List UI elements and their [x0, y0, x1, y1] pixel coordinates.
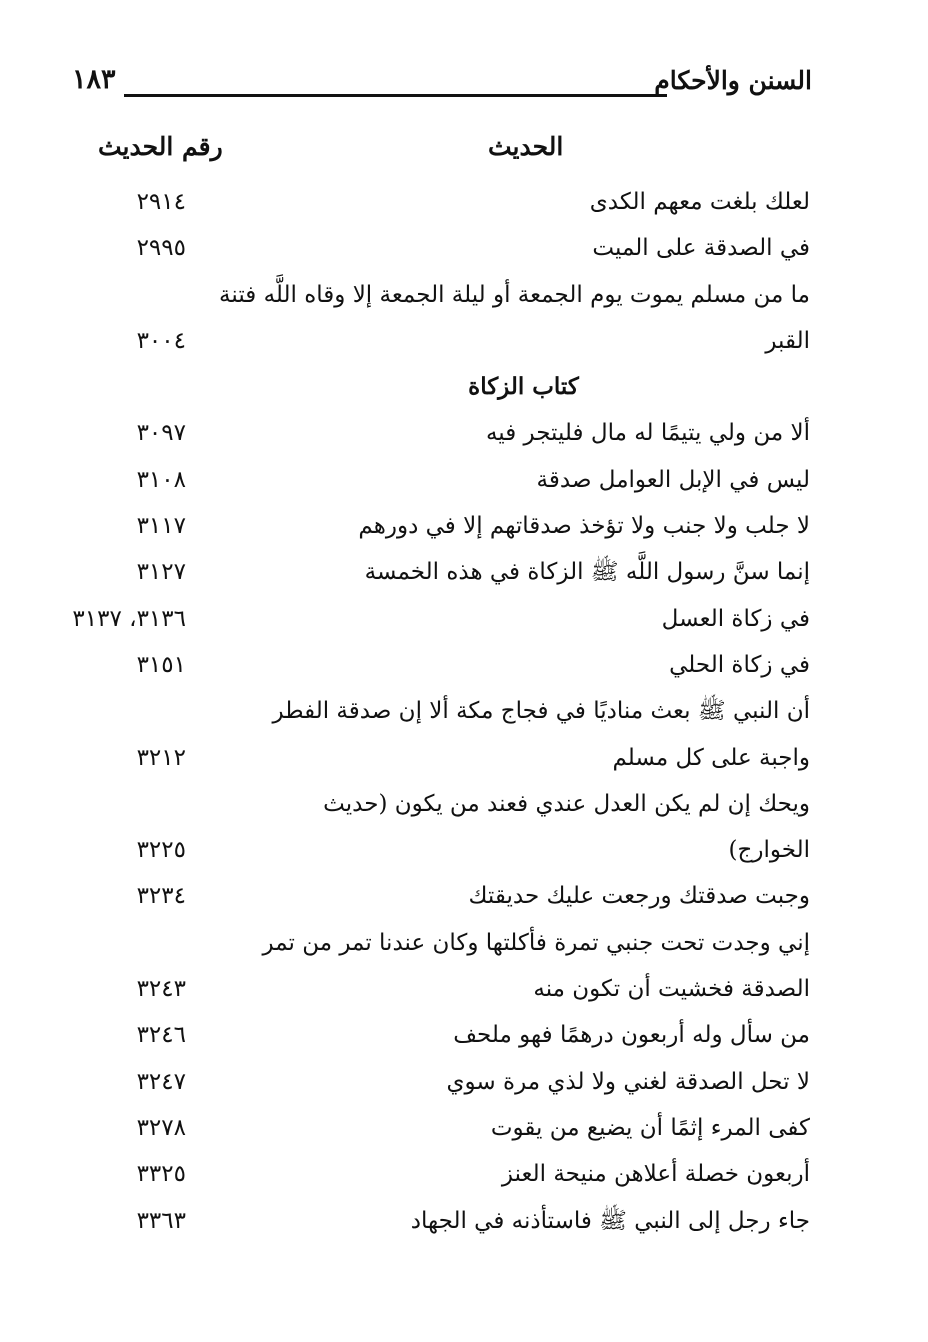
hadith-text: ألا من ولي يتيمًا له مال فليتجر فيه — [485, 420, 810, 447]
hadith-number: ٣٠٩٧ — [136, 420, 186, 447]
hadith-number: ٣٢٤٣ — [136, 976, 186, 1003]
index-row — [0, 180, 928, 226]
hadith-number: ٣٣٢٥ — [136, 1161, 186, 1188]
hadith-text: واجبة على كل مسلم — [612, 744, 810, 771]
hadith-number: ٣٢٧٨ — [136, 1114, 186, 1141]
hadith-text: ليس في الإبل العوامل صدقة — [536, 466, 810, 493]
hadith-text: وجبت صدقتك ورجعت عليك حديقتك — [468, 883, 810, 910]
hadith-text: ما من مسلم يموت يوم الجمعة أو ليلة الجمعة إلا وقاه اللَّه فتنة — [219, 281, 810, 308]
index-row — [0, 782, 928, 828]
running-header — [72, 62, 812, 112]
hadith-text: أربعون خصلة أعلاهن منيحة العنز — [501, 1161, 810, 1188]
index-row — [0, 874, 928, 920]
index-row — [0, 411, 928, 457]
hadith-number: ٣١٢٧ — [136, 559, 186, 586]
hadith-number: ٣٢٤٧ — [136, 1068, 186, 1095]
hadith-text: لا جلب ولا جنب ولا تؤخذ صدقاتهم إلا في دورهم — [358, 513, 810, 540]
hadith-text: الصدقة فخشيت أن تكون منه — [533, 976, 810, 1003]
hadith-index-table — [0, 180, 928, 1245]
index-row — [0, 597, 928, 643]
index-row — [0, 921, 928, 967]
hadith-number: ٣٢٣٤ — [136, 883, 186, 910]
index-row — [0, 736, 928, 782]
index-row — [0, 1199, 928, 1245]
index-row — [0, 1013, 928, 1059]
column-header-hadith: الحديث — [488, 132, 564, 161]
hadith-text: القبر — [765, 327, 810, 354]
hadith-text: في زكاة الحلي — [669, 651, 810, 678]
hadith-text: في زكاة العسل — [661, 605, 810, 632]
hadith-number: ٣٢٤٦ — [136, 1022, 186, 1049]
hadith-text: الخوارج) — [728, 837, 810, 864]
index-row — [0, 273, 928, 319]
hadith-number: ٣٠٠٤ — [136, 327, 186, 354]
hadith-number: ٣٢١٢ — [136, 744, 186, 771]
index-row — [0, 226, 928, 272]
hadith-text: لا تحل الصدقة لغني ولا لذي مرة سوي — [446, 1068, 810, 1095]
index-row — [0, 1152, 928, 1198]
section-heading-row — [0, 365, 928, 411]
index-row — [0, 319, 928, 365]
book-title: السنن والأحكام — [654, 66, 812, 95]
hadith-number: ٣١٥١ — [136, 651, 186, 678]
hadith-text: في الصدقة على الميت — [592, 235, 810, 262]
index-row — [0, 1060, 928, 1106]
hadith-text: من سأل وله أربعون درهمًا فهو ملحف — [453, 1022, 810, 1049]
index-row — [0, 504, 928, 550]
hadith-number: ٢٩١٤ — [136, 189, 186, 215]
page-number: ١٨٣ — [72, 64, 116, 95]
hadith-text: لعلك بلغت معهم الكدى — [589, 189, 810, 215]
section-heading: كتاب الزكاة — [468, 373, 579, 401]
hadith-text: أن النبي ﷺ بعث مناديًا في فجاج مكة ألا إن صدقة الفطر — [272, 698, 810, 725]
index-row — [0, 1106, 928, 1152]
index-row — [0, 458, 928, 504]
hadith-text: إني وجدت تحت جنبي تمرة فأكلتها وكان عندنا تمر من تمر — [262, 929, 810, 956]
header-rule — [124, 94, 667, 97]
hadith-text: كفى المرء إثمًا أن يضيع من يقوت — [490, 1114, 810, 1141]
hadith-number: ٣١١٧ — [136, 513, 186, 540]
index-row — [0, 689, 928, 735]
hadith-number: ٣١٠٨ — [136, 466, 186, 493]
hadith-text: إنما سنَّ رسول اللَّه ﷺ الزكاة في هذه الخمسة — [364, 559, 810, 586]
hadith-number: ٢٩٩٥ — [136, 235, 186, 262]
index-row — [0, 643, 928, 689]
hadith-text: ويحك إن لم يكن العدل عندي فعند من يكون (حديث — [323, 790, 810, 817]
index-row — [0, 828, 928, 874]
column-header-hadith-number: رقم الحديث — [98, 132, 223, 161]
hadith-text: جاء رجل إلى النبي ﷺ فاستأذنه في الجهاد — [410, 1207, 810, 1234]
hadith-number: ٣٣٦٣ — [136, 1207, 186, 1234]
index-row — [0, 967, 928, 1013]
hadith-number: ٣١٣٦، ٣١٣٧ — [72, 605, 186, 632]
index-row — [0, 550, 928, 596]
hadith-number: ٣٢٢٥ — [136, 837, 186, 864]
